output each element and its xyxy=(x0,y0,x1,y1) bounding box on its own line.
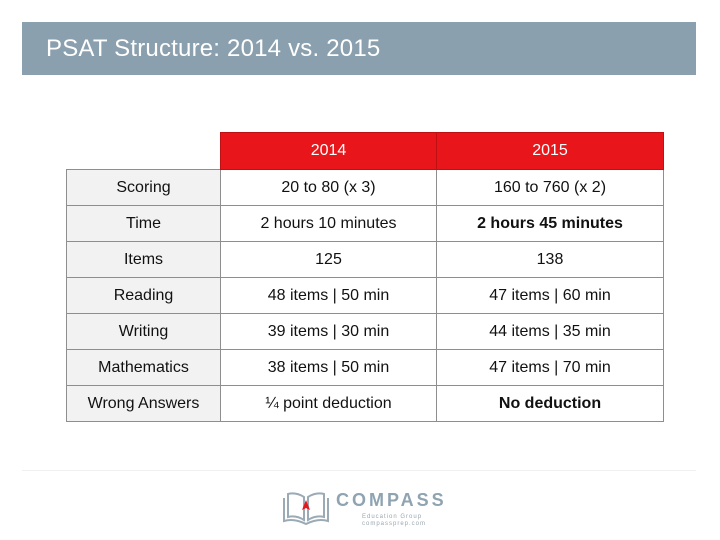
table-header-row xyxy=(67,133,664,170)
cell-2015: 47 items | 60 min xyxy=(437,278,664,314)
table-row-items xyxy=(67,242,664,278)
page-title: PSAT Structure: 2014 vs. 2015 xyxy=(46,34,381,62)
footer-divider xyxy=(22,470,696,471)
title-bar xyxy=(22,22,696,75)
table-row-mathematics xyxy=(67,350,664,386)
cell-2014: ¼ point deduction xyxy=(221,386,437,422)
row-label: Time xyxy=(67,206,221,242)
logo-wordmark: COMPASS xyxy=(336,490,447,510)
cell-2015: 160 to 760 (x 2) xyxy=(437,170,664,206)
row-label: Writing xyxy=(67,314,221,350)
cell-2014: 38 items | 50 min xyxy=(221,350,437,386)
table-row-writing xyxy=(67,314,664,350)
row-label: Mathematics xyxy=(67,350,221,386)
cell-2014: 48 items | 50 min xyxy=(221,278,437,314)
cell-2015: No deduction xyxy=(437,386,664,422)
row-label: Wrong Answers xyxy=(67,386,221,422)
open-book-icon xyxy=(282,488,330,526)
cell-2014: 2 hours 10 minutes xyxy=(221,206,437,242)
row-label: Items xyxy=(67,242,221,278)
table-row-scoring xyxy=(67,170,664,206)
cell-2015: 47 items | 70 min xyxy=(437,350,664,386)
column-header-2014: 2014 xyxy=(221,133,437,170)
cell-2014: 20 to 80 (x 3) xyxy=(221,170,437,206)
cell-2014: 125 xyxy=(221,242,437,278)
table-row-time xyxy=(67,206,664,242)
column-header-2015: 2015 xyxy=(437,133,664,170)
row-label: Scoring xyxy=(67,170,221,206)
logo-subtitle: Education Group xyxy=(362,514,423,520)
row-label: Reading xyxy=(67,278,221,314)
table-row-reading xyxy=(67,278,664,314)
cell-2014: 39 items | 30 min xyxy=(221,314,437,350)
table-corner-cell xyxy=(67,133,221,170)
logo-url: compassprep.com xyxy=(362,521,427,527)
cell-2015: 138 xyxy=(437,242,664,278)
cell-2015: 44 items | 35 min xyxy=(437,314,664,350)
comparison-table xyxy=(66,132,664,422)
table-row-wrong-answers xyxy=(67,386,664,422)
cell-2015: 2 hours 45 minutes xyxy=(437,206,664,242)
compass-logo xyxy=(282,488,452,534)
